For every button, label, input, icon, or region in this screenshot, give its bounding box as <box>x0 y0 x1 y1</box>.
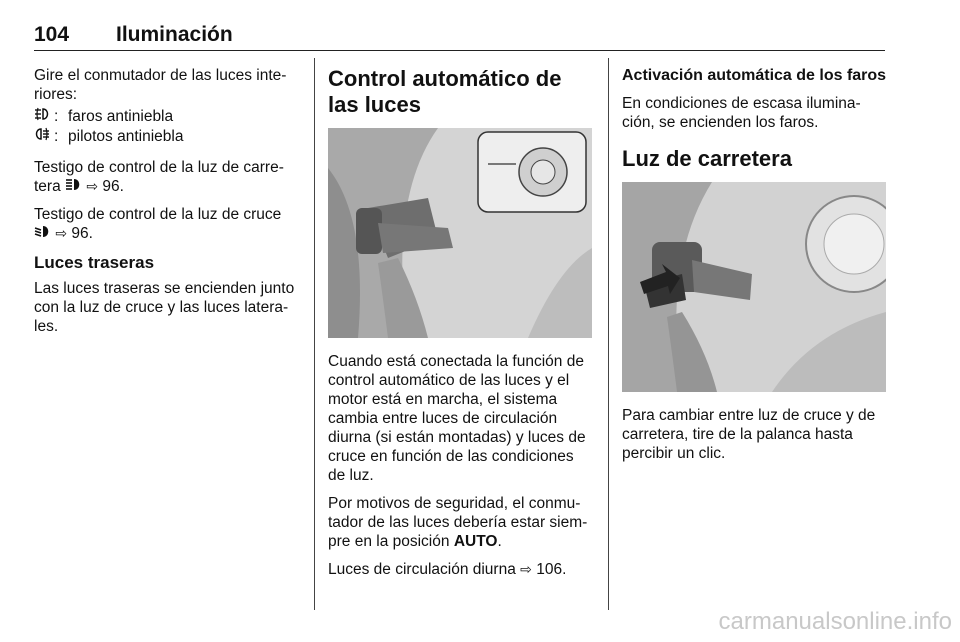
symbol-row-front-fog <box>34 106 300 126</box>
column-divider <box>314 58 315 610</box>
low-beam-text: Testigo de control de la luz de cruce ⇨ 96. <box>34 206 282 242</box>
page-reference: 96. <box>102 178 124 195</box>
page-number: 104 <box>34 23 70 46</box>
safety-text: Por motivos de seguridad, el conmutador de las luces debería estar siempre en la posición AUTO. <box>328 495 588 550</box>
front-fog-icon <box>34 107 54 126</box>
illustration-light-switch <box>328 128 592 338</box>
watermark: carmanualsonline.info <box>718 608 952 635</box>
column-2 <box>328 66 594 588</box>
low-beam-icon <box>34 225 51 242</box>
reference-arrow-icon: ⇨ <box>55 225 68 241</box>
page-header <box>34 22 885 51</box>
reference-arrow-icon: ⇨ <box>86 178 99 194</box>
column-divider <box>608 58 609 610</box>
daytime-lights-text: Luces de circulación diurna ⇨ 106. <box>328 561 567 578</box>
high-beam-icon <box>65 178 82 195</box>
heading-auto-light-control: Control automático de las luces <box>328 66 562 117</box>
rear-lights-text: Las luces traseras se encienden junto con la luz de cruce y las luces laterales. <box>34 280 295 335</box>
heading-high-beam: Luz de carretera <box>622 146 792 171</box>
intro-text: Gire el conmutador de las luces interiores: <box>34 67 287 103</box>
symbol-label: pilotos antiniebla <box>68 127 184 145</box>
symbol-row-rear-fog <box>34 126 300 146</box>
section-title: Iluminación <box>116 23 233 46</box>
high-beam-text: Testigo de control de la luz de carretera ⇨ 96. <box>34 159 284 195</box>
auto-control-text: Cuando está conectada la función de control automático de las luces y el motor está en marcha, el sistema cambia entre luces de circulación diurna (si están montadas) y luces de cruce en función de las condiciones de luz. <box>328 353 586 484</box>
symbol-label: faros antiniebla <box>68 107 174 125</box>
heading-auto-headlights: Activación automática de los faros <box>622 67 887 84</box>
column-3 <box>622 66 888 472</box>
auto-position: AUTO <box>453 533 498 550</box>
page-reference: 96. <box>71 225 93 242</box>
colon: : <box>54 107 59 125</box>
rear-fog-icon <box>34 127 54 146</box>
colon: : <box>54 127 59 145</box>
heading-rear-lights: Luces traseras <box>34 253 155 272</box>
high-beam-switch-text: Para cambiar entre luz de cruce y de carretera, tire de la palanca hasta percibir un clic. <box>622 407 876 462</box>
auto-headlights-text: En condiciones de escasa iluminación, se encienden los faros. <box>622 95 861 131</box>
illustration-high-beam-lever <box>622 182 886 392</box>
column-1 <box>34 66 300 345</box>
page-reference: 106. <box>536 561 567 578</box>
reference-arrow-icon: ⇨ <box>520 561 532 577</box>
